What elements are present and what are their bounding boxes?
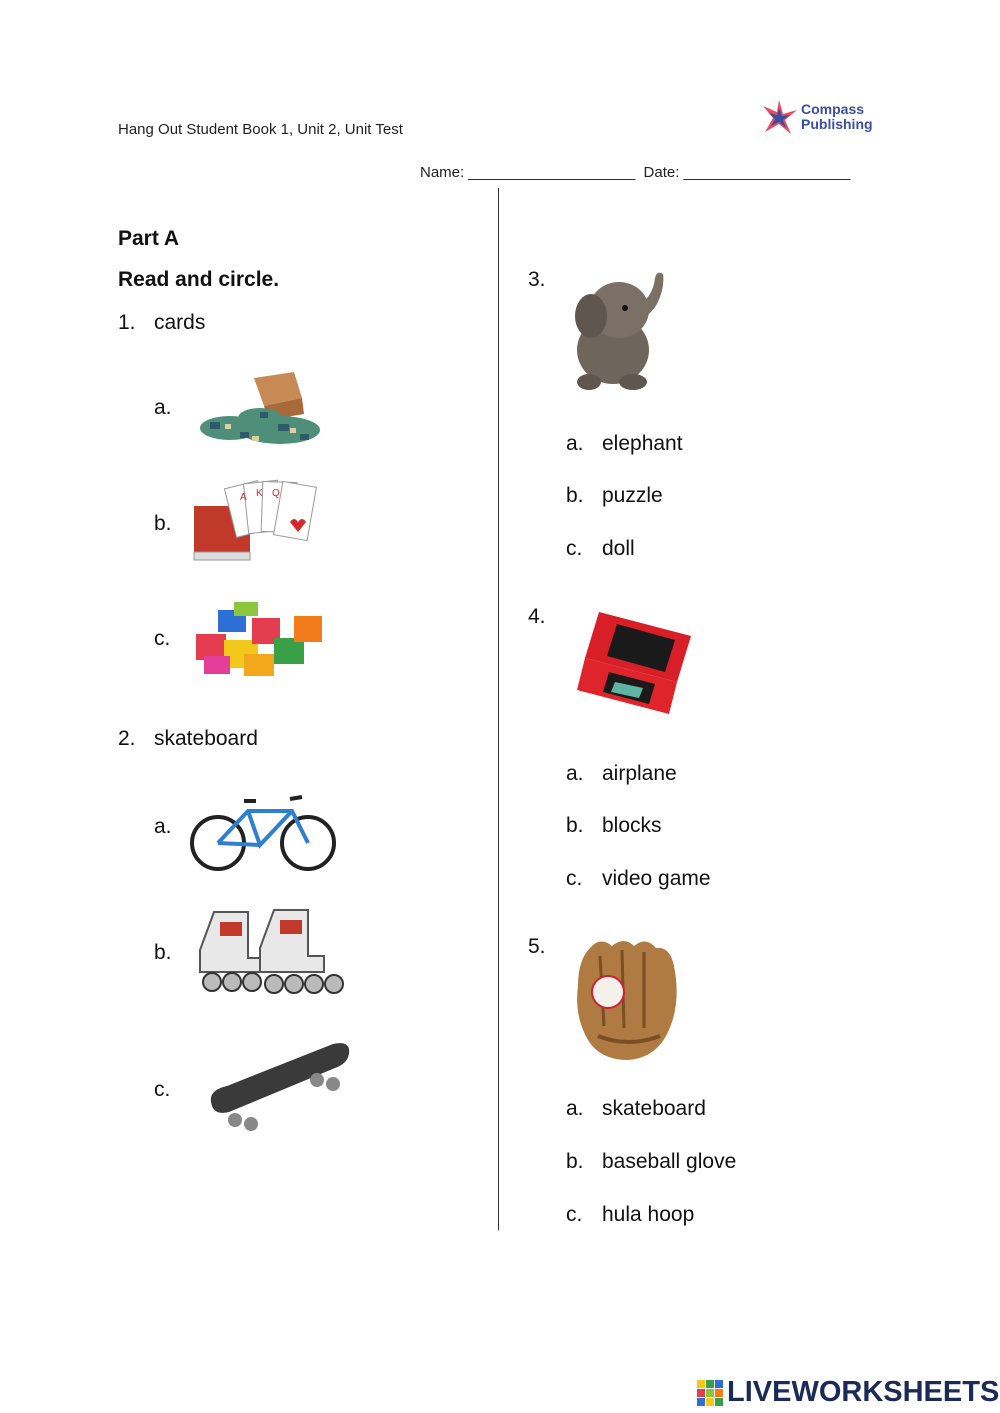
q4-option-b-letter[interactable]: b. bbox=[566, 814, 584, 837]
svg-text:Q: Q bbox=[272, 488, 280, 499]
q1-option-b-letter[interactable]: b. bbox=[154, 512, 172, 535]
toy-blocks-image[interactable] bbox=[190, 594, 330, 684]
q4-option-a-letter[interactable]: a. bbox=[566, 762, 584, 785]
q1-option-c-letter[interactable]: c. bbox=[154, 627, 171, 650]
toy-elephant-image bbox=[567, 268, 671, 396]
inline-skates-image[interactable] bbox=[190, 902, 348, 1000]
q2-option-b-letter[interactable]: b. bbox=[154, 941, 172, 964]
q1-option-a-letter[interactable]: a. bbox=[154, 396, 172, 419]
question-5-number: 5. bbox=[528, 935, 546, 958]
document-header-title: Hang Out Student Book 1, Unit 2, Unit Test bbox=[118, 121, 403, 138]
question-4-number: 4. bbox=[528, 605, 546, 628]
liveworksheets-brand-text: LIVEWORKSHEETS bbox=[727, 1376, 1000, 1408]
column-divider bbox=[498, 188, 499, 1230]
q2-option-c-letter[interactable]: c. bbox=[154, 1078, 171, 1101]
compass-publishing-logo bbox=[755, 88, 883, 144]
baseball-glove-image bbox=[570, 936, 686, 1062]
jigsaw-puzzle-image[interactable] bbox=[190, 362, 332, 454]
q3-option-c-letter[interactable]: c. bbox=[566, 537, 583, 560]
question-2-word: skateboard bbox=[154, 727, 258, 750]
compass-star-icon bbox=[761, 98, 801, 138]
question-3-number: 3. bbox=[528, 268, 546, 291]
logo-text-line1: Compass bbox=[801, 101, 865, 117]
q5-option-b-letter[interactable]: b. bbox=[566, 1150, 584, 1173]
q4-option-c-letter[interactable]: c. bbox=[566, 867, 583, 890]
q4-option-a-text[interactable]: airplane bbox=[602, 762, 677, 785]
liveworksheets-logo-icon bbox=[697, 1380, 723, 1406]
q3-option-c-text[interactable]: doll bbox=[602, 537, 635, 560]
q3-option-b-letter[interactable]: b. bbox=[566, 484, 584, 507]
q5-option-a-letter[interactable]: a. bbox=[566, 1097, 584, 1120]
bicycle-image[interactable] bbox=[190, 787, 337, 875]
name-date-line[interactable]: Name: ____________________ Date: ____________________ bbox=[420, 164, 851, 181]
instruction-text: Read and circle. bbox=[118, 268, 280, 291]
q4-option-b-text[interactable]: blocks bbox=[602, 814, 662, 837]
question-1-word: cards bbox=[154, 311, 206, 334]
q5-option-b-text[interactable]: baseball glove bbox=[602, 1150, 737, 1173]
question-2-number: 2. bbox=[118, 727, 136, 750]
q5-option-a-text[interactable]: skateboard bbox=[602, 1097, 706, 1120]
q2-option-a-letter[interactable]: a. bbox=[154, 815, 172, 838]
logo-text-line2: Publishing bbox=[801, 116, 873, 132]
q4-option-c-text[interactable]: video game bbox=[602, 867, 711, 890]
q5-option-c-text[interactable]: hula hoop bbox=[602, 1203, 695, 1226]
handheld-video-game-image bbox=[573, 610, 699, 728]
q5-option-c-letter[interactable]: c. bbox=[566, 1203, 583, 1226]
liveworksheets-footer-logo bbox=[697, 1376, 1000, 1412]
q3-option-a-letter[interactable]: a. bbox=[566, 432, 584, 455]
svg-text:A: A bbox=[240, 492, 247, 503]
question-1-number: 1. bbox=[118, 311, 136, 334]
part-title: Part A bbox=[118, 227, 180, 250]
playing-cards-image[interactable] bbox=[190, 478, 325, 566]
skateboard-image[interactable] bbox=[205, 1040, 353, 1136]
svg-text:K: K bbox=[256, 488, 263, 499]
q3-option-b-text[interactable]: puzzle bbox=[602, 484, 663, 507]
q3-option-a-text[interactable]: elephant bbox=[602, 432, 683, 455]
